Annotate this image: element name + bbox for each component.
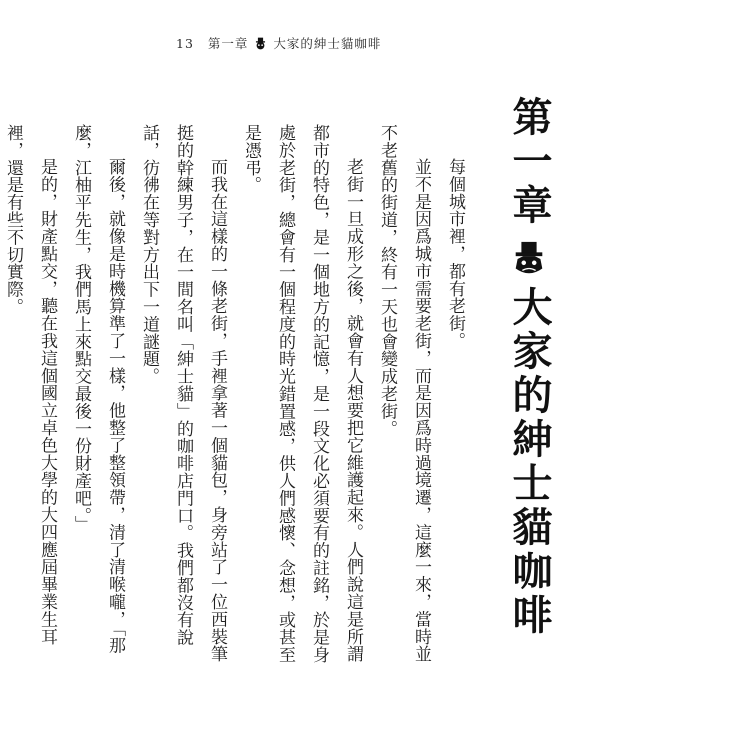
chapter-title: 大家的紳士貓咖啡 (506, 286, 553, 638)
body-text (0, 124, 472, 672)
paragraph: 而我在這樣的一條老街，手裡拿著一個貓包，身旁站了一位西裝筆挺的幹練男子，在一間名叫「紳士貓」的咖啡店門口。我們都沒有說話，彷彿在等對方出下一道謎題。 (139, 124, 227, 663)
gentleman-cat-icon (510, 240, 548, 278)
header-chapter-title: 大家的紳士貓咖啡 (273, 36, 382, 51)
paragraph: 並不是因爲城市需要老街，而是因爲時過境遷，這麼一來，當時並不老舊的街道，終有一天也會變成老街。 (377, 124, 431, 663)
paragraph: 老街一旦成形之後，就會有人想要把它維護起來。人們說這是所謂都市的特色，是一個地方的記憶，是一段文化必須要有的註銘，於是身處於老街，總會有一個程度的時光錯置感，供人們感懷、念想，或甚至是憑弔。 (241, 124, 363, 664)
paragraph: 爾後，就像是時機算準了一樣，他整了整領帶，清了清喉嚨，「那麼，江柚平先生，我們馬上來點交最後一份財產吧。」 (71, 124, 125, 655)
page-number: 13 (176, 35, 194, 51)
chapter-label: 第一章 (506, 96, 553, 228)
chapter-heading (505, 96, 553, 638)
paragraph: 是的，財產點交，聽在我這個國立卓色大學的大四應屆畢業生耳裡，還是有些不切實際。 (3, 124, 57, 646)
running-header (176, 34, 381, 52)
gentleman-cat-icon (254, 37, 267, 50)
header-chapter-label: 第一章 (207, 36, 249, 51)
paragraph: 每個城市裡，都有老街。 (445, 158, 465, 350)
